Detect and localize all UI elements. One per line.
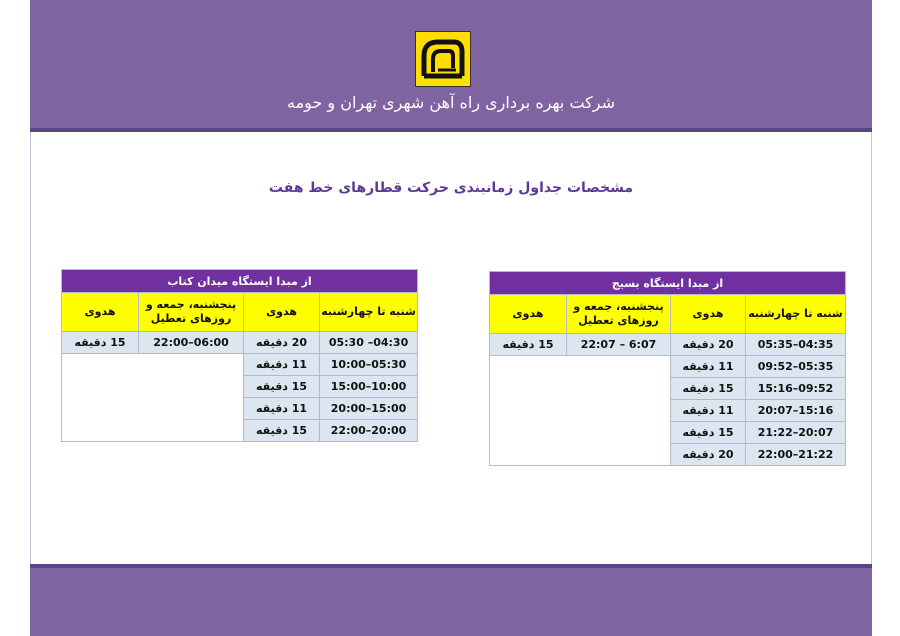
time-cell: 21:22–22:00 [746,444,846,466]
holiday-headway-cell: 15 دقیقه [62,332,139,354]
time-cell: 10:00–15:00 [320,376,418,398]
table-row [490,334,846,356]
time-cell: 05:30–10:00 [320,354,418,376]
headway-cell: 11 دقیقه [671,356,746,378]
headway-cell: 11 دقیقه [244,398,320,420]
time-cell: 15:16–20:07 [746,400,846,422]
table-caption: از مبدا ایستگاه بسیج [490,272,846,295]
time-cell: 15:00–20:00 [320,398,418,420]
empty-holiday-area [490,356,671,466]
time-cell: 20:07–21:22 [746,422,846,444]
headway-cell: 20 دقیقه [671,334,746,356]
headway-cell: 11 دقیقه [671,400,746,422]
time-cell: 05:35–09:52 [746,356,846,378]
footer-banner [30,568,872,636]
column-header: هدوی [490,295,567,334]
headway-cell: 15 دقیقه [244,420,320,442]
column-header: پنجشنبه، جمعه و روزهای تعطیل [567,295,671,334]
headway-cell: 11 دقیقه [244,354,320,376]
table-row [62,354,418,376]
headway-cell: 15 دقیقه [671,378,746,400]
headway-cell: 15 دقیقه [671,422,746,444]
schedule-table-basij [489,271,846,466]
headway-cell: 20 دقیقه [244,332,320,354]
time-cell: 09:52–15:16 [746,378,846,400]
schedule-table-meydan-ketab [61,269,418,442]
table-row [490,356,846,378]
header-divider [30,128,872,132]
column-header: هدوی [244,293,320,332]
table-caption: از مبدا ایستگاه میدان کتاب [62,270,418,293]
holiday-time-cell: 6:07 – 22:07 [567,334,671,356]
column-header: شنبه تا چهارشنبه [746,295,846,334]
empty-holiday-area [62,354,244,442]
headway-cell: 15 دقیقه [244,376,320,398]
time-cell: 20:00–22:00 [320,420,418,442]
logo-glyph [416,32,470,86]
company-name: شرکت بهره برداری راه آهن شهری تهران و حومه [286,93,616,112]
time-cell: 04:30– 05:30 [320,332,418,354]
holiday-headway-cell: 15 دقیقه [490,334,567,356]
page-title: مشخصات جداول زمانبندی حرکت قطارهای خط هفت [268,180,634,196]
column-header: هدوی [671,295,746,334]
headway-cell: 20 دقیقه [671,444,746,466]
tehran-metro-logo-icon [415,31,471,87]
table-row [62,332,418,354]
column-header: شنبه تا چهارشنبه [320,293,418,332]
time-cell: 04:35–05:35 [746,334,846,356]
column-header: پنجشنبه، جمعه و روزهای تعطیل [139,293,244,332]
holiday-time-cell: 06:00–22:00 [139,332,244,354]
column-header: هدوی [62,293,139,332]
